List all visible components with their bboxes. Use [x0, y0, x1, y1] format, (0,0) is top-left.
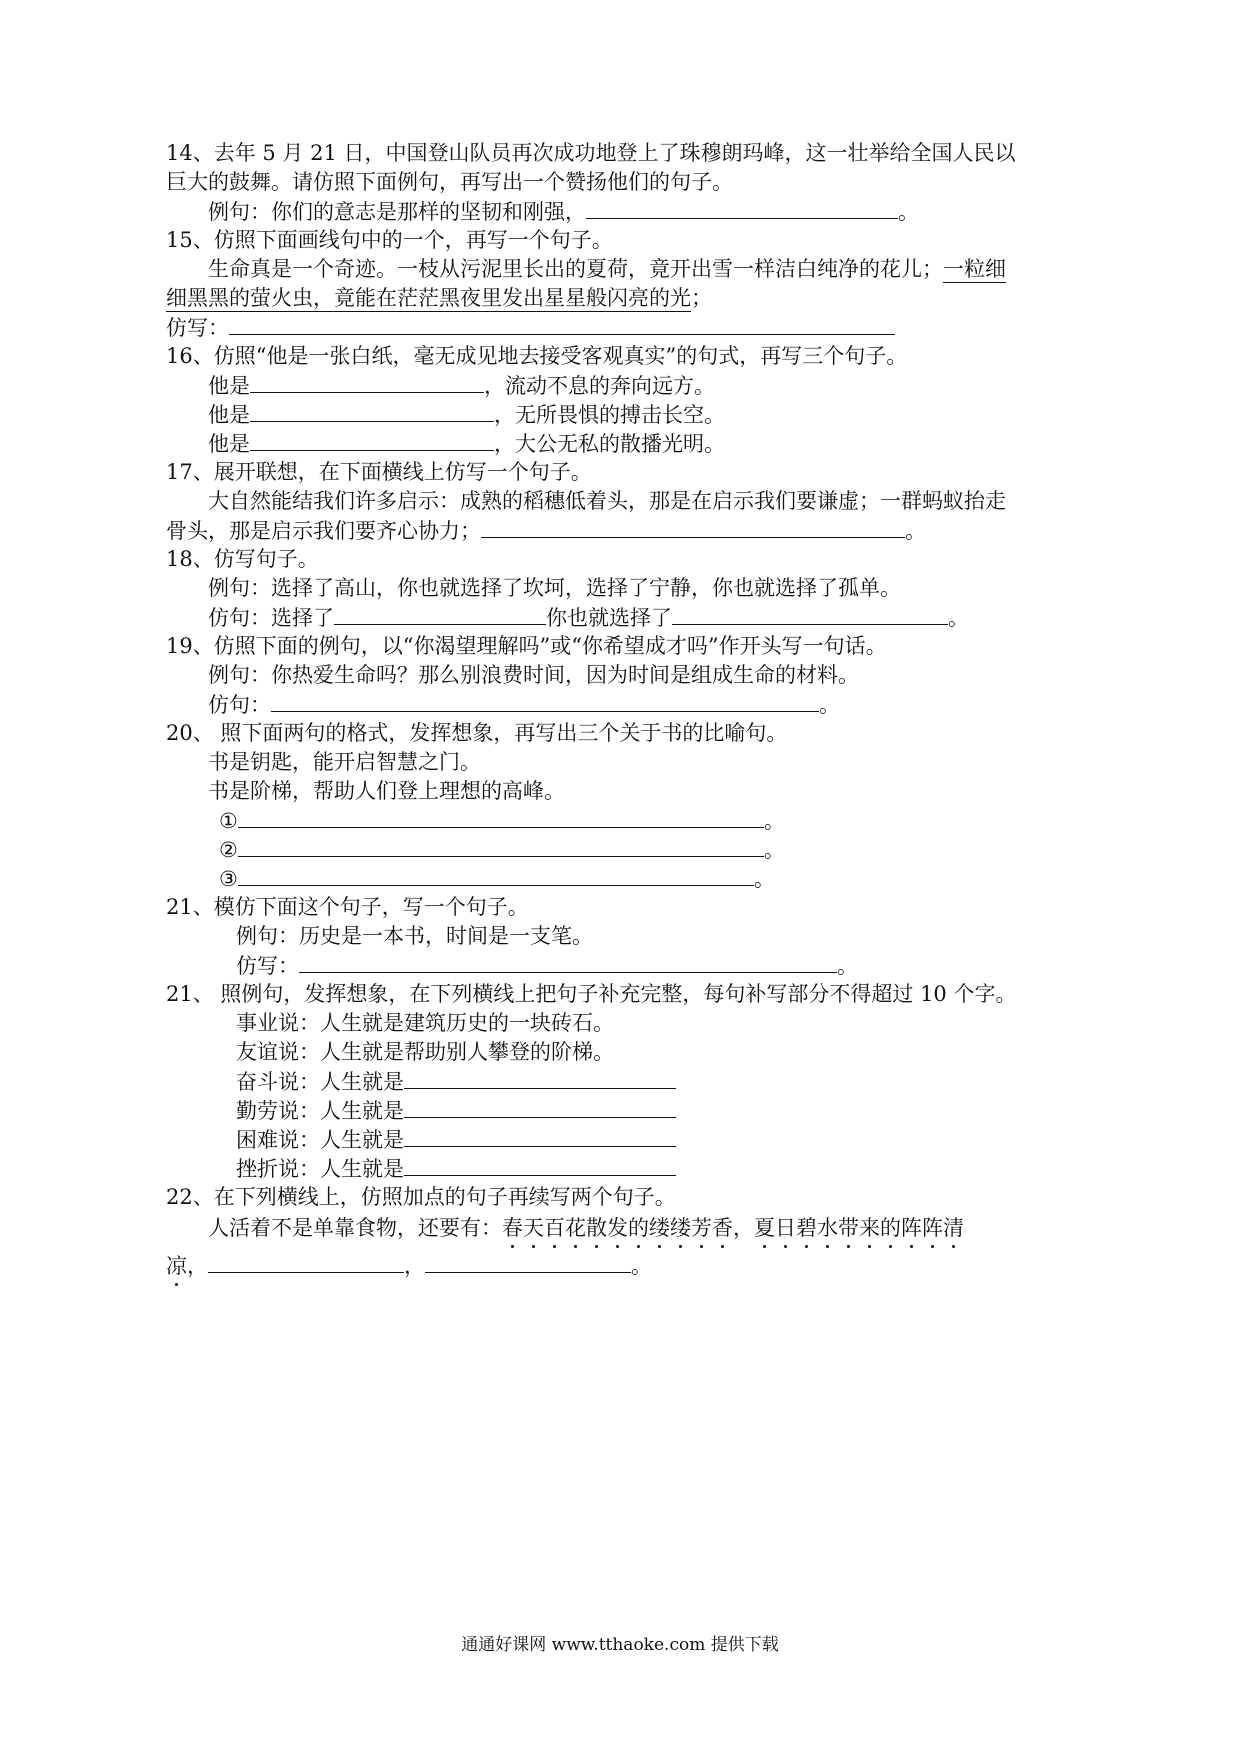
q22-blank-1[interactable] — [208, 1250, 404, 1273]
q21b-fill-1 — [236, 1066, 676, 1097]
period: 。 — [763, 809, 785, 833]
q15-passage-line-2 — [166, 283, 712, 313]
q16-suffix: ，流动不息的奔向远方。 — [484, 374, 715, 398]
q17-title: 17、展开联想，在下面横线上仿写一个句子。 — [166, 460, 592, 484]
q21b-fill-label: 奋斗说：人生就是 — [236, 1070, 404, 1094]
q21b-title: 21、 照例句，发挥想象，在下列横线上把句子补充完整，每句补写部分不得超过 10 个字。 — [166, 982, 1017, 1006]
q21b-fill-3 — [236, 1124, 676, 1155]
q21b-fill-label: 勤劳说：人生就是 — [236, 1099, 404, 1123]
q16-prefix: 他是 — [208, 403, 250, 427]
q21b-fill-label: 困难说：人生就是 — [236, 1128, 404, 1152]
q21a-answer-row — [236, 950, 858, 981]
period: 。 — [763, 838, 785, 862]
period: 。 — [948, 606, 969, 630]
dotted-char: 水 — [817, 1216, 838, 1240]
dotted-char: 芳 — [691, 1216, 712, 1240]
q16-title: 16、仿照“他是一张白纸，毫无成见地去接受客观真实”的句式，再写三个句子。 — [166, 344, 908, 368]
q21b-example-2: 友谊说：人生就是帮助别人攀登的阶梯。 — [236, 1040, 614, 1064]
q16-row-3 — [208, 428, 725, 459]
q21a-answer-blank[interactable] — [299, 950, 837, 973]
q22-passage-line-2 — [166, 1250, 652, 1281]
period: 。 — [898, 200, 919, 224]
q18-title: 18、仿写句子。 — [166, 547, 319, 571]
q16-prefix: 他是 — [208, 432, 250, 456]
q19-example: 例句：你热爱生命吗？那么别浪费时间，因为时间是组成生命的材料。 — [208, 663, 859, 687]
dotted-char: 日 — [775, 1216, 796, 1240]
dotted-char: 发 — [607, 1216, 628, 1240]
period: 。 — [631, 1254, 652, 1278]
q18-example: 例句：选择了高山，你也就选择了坎坷，选择了宁静，你也就选择了孤单。 — [208, 576, 901, 600]
q21b-fill-2 — [236, 1095, 676, 1126]
q21a-example: 例句：历史是一本书，时间是一支笔。 — [236, 924, 593, 948]
q16-suffix: ，大公无私的散播光明。 — [494, 432, 725, 456]
dotted-char: 缕 — [670, 1216, 691, 1240]
q14-line-1: 14、去年 5 月 21 日，中国登山队员再次成功地登上了珠穆朗玛峰，这一壮举给全国人民以 — [166, 141, 1016, 165]
q18-blank-1[interactable] — [334, 602, 546, 625]
q17-passage-text: 骨头，那是启示我们要齐心协力； — [166, 519, 481, 543]
dotted-char: 清 — [943, 1216, 964, 1240]
period: 。 — [753, 867, 775, 891]
comma: ， — [404, 1254, 425, 1278]
dotted-char: 带 — [838, 1216, 859, 1240]
q19-answer-row — [208, 689, 840, 720]
q16-row-2 — [208, 399, 725, 430]
circled-number: ② — [219, 838, 238, 862]
circled-number: ① — [219, 809, 238, 833]
q15-passage-line-1 — [208, 254, 1006, 284]
q20-blank-2[interactable] — [238, 834, 764, 857]
dotted-char: 天 — [523, 1216, 544, 1240]
q16-blank-1[interactable] — [250, 370, 484, 393]
q22-passage-text: 人活着不是单靠食物，还要有： — [208, 1216, 502, 1240]
period: 。 — [837, 954, 858, 978]
dotted-char: 散 — [586, 1216, 607, 1240]
q20-blank-3[interactable] — [238, 863, 754, 886]
period: 。 — [819, 693, 840, 717]
q22-title: 22、在下列横线上，仿照加点的句子再续写两个句子。 — [166, 1185, 676, 1209]
q19-answer-label: 仿句： — [208, 693, 271, 717]
dotted-char: 碧 — [796, 1216, 817, 1240]
dotted-char: 的 — [880, 1216, 901, 1240]
dotted-char: 阵 — [901, 1216, 922, 1240]
dotted-char: 阵 — [922, 1216, 943, 1240]
q22-passage-line-1 — [208, 1213, 964, 1243]
period: 。 — [905, 519, 926, 543]
semicolon: ； — [691, 286, 712, 310]
q20-title: 20、 照下面两句的格式，发挥想象，再写出三个关于书的比喻句。 — [166, 721, 788, 745]
q17-passage-line-1: 大自然能结我们许多启示：成熟的稻穗低着头，那是在启示我们要谦虚；一群蚂蚁抬走 — [208, 489, 1006, 513]
q21b-fill-label: 挫折说：人生就是 — [236, 1157, 404, 1181]
q21b-blank-1[interactable] — [404, 1066, 676, 1089]
q15-title: 15、仿照下面画线句中的一个，再写一个句子。 — [166, 228, 613, 252]
dotted-char: 春 — [502, 1216, 523, 1240]
q21a-answer-label: 仿写： — [236, 954, 299, 978]
q21a-title: 21、模仿下面这个句子，写一个句子。 — [166, 895, 529, 919]
q21b-example-1: 事业说：人生就是建筑历史的一块砖石。 — [236, 1011, 614, 1035]
dotted-char: 花 — [565, 1216, 586, 1240]
q16-blank-2[interactable] — [250, 399, 494, 422]
q20-example-2: 书是阶梯，帮助人们登上理想的高峰。 — [208, 779, 565, 803]
dotted-char: 凉 — [166, 1254, 187, 1278]
q15-answer-blank[interactable] — [229, 312, 895, 335]
q15-passage-text: 生命真是一个奇迹。一枝从污泥里长出的夏荷，竟开出雪一样洁白纯净的花儿； — [208, 257, 943, 281]
q19-title: 19、仿照下面的例句，以“你渴望理解吗”或“你希望成才吗”作开头写一句话。 — [166, 634, 887, 658]
q14-example-text: 例句：你们的意志是那样的坚韧和刚强， — [208, 200, 586, 224]
dotted-char: 缕 — [649, 1216, 670, 1240]
q21b-blank-3[interactable] — [404, 1124, 676, 1147]
q15-answer-label: 仿写： — [166, 316, 229, 340]
q16-row-1 — [208, 370, 715, 401]
q16-suffix: ，无所畏惧的搏击长空。 — [494, 403, 725, 427]
circled-number: ③ — [219, 867, 238, 891]
q18-answer-row — [208, 602, 969, 633]
dotted-char: 百 — [544, 1216, 565, 1240]
dotted-char: 的 — [628, 1216, 649, 1240]
q15-underlined-sentence-start: 一粒细 — [943, 257, 1006, 281]
q21b-fill-4 — [236, 1153, 676, 1184]
q20-answer-2 — [219, 834, 785, 865]
q22-dotted-sentence-end — [166, 1254, 187, 1278]
q22-dotted-sentence — [502, 1216, 964, 1240]
q15-answer-row — [166, 312, 895, 343]
q18-blank-2[interactable] — [672, 602, 948, 625]
q17-answer-blank[interactable] — [481, 515, 905, 538]
q14-line-2: 巨大的鼓舞。请仿照下面例句，再写出一个赞扬他们的句子。 — [166, 170, 733, 194]
q16-prefix: 他是 — [208, 374, 250, 398]
comma: ， — [187, 1254, 208, 1278]
q20-answer-1 — [219, 805, 785, 836]
q14-answer-blank[interactable] — [586, 196, 898, 219]
q20-blank-1[interactable] — [238, 805, 764, 828]
q14-example — [208, 196, 919, 227]
q18-answer-label: 仿句：选择了 — [208, 606, 334, 630]
dotted-char: ， — [733, 1216, 754, 1240]
q21b-blank-2[interactable] — [404, 1095, 676, 1118]
dotted-char: 来 — [859, 1216, 880, 1240]
q22-blank-2[interactable] — [425, 1250, 631, 1273]
q21b-blank-4[interactable] — [404, 1153, 676, 1176]
q16-blank-3[interactable] — [250, 428, 494, 451]
q20-example-1: 书是钥匙，能开启智慧之门。 — [208, 750, 481, 774]
q19-answer-blank[interactable] — [271, 689, 819, 712]
dotted-char: 夏 — [754, 1216, 775, 1240]
q17-passage-line-2 — [166, 515, 926, 546]
q15-underlined-sentence: 细黑黑的萤火虫，竟能在茫茫黑夜里发出星星般闪亮的光 — [166, 286, 691, 310]
dotted-char: 香 — [712, 1216, 733, 1240]
page-footer: 通通好课网 www.tthaoke.com 提供下载 — [461, 1635, 779, 1655]
q20-answer-3 — [219, 863, 775, 894]
q18-answer-middle: 你也就选择了 — [546, 606, 672, 630]
